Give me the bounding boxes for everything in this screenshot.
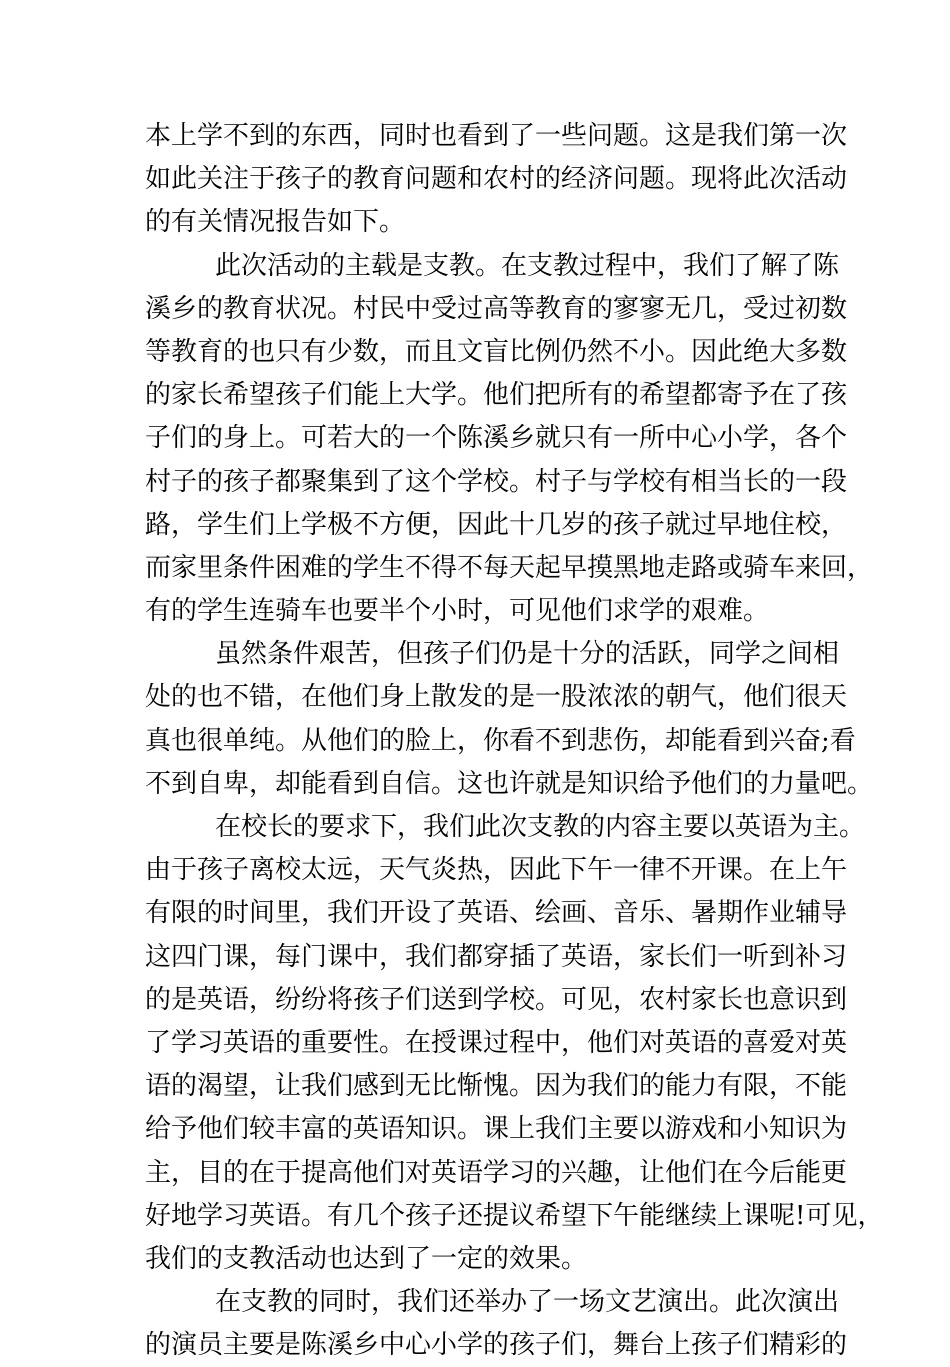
text-line: 处的也不错，在他们身上散发的是一股浓浓的朝气，他们很天 [145, 682, 848, 713]
text-line: 我们的支教活动也达到了一定的效果。 [145, 1243, 588, 1274]
report-body-text [145, 115, 884, 1367]
text-line: 主，目的在于提高他们对英语学习的兴趣，让他们在今后能更 [145, 1157, 848, 1188]
text-line: 的有关情况报告如下。 [145, 207, 406, 238]
paragraph-start-line: 虽然条件艰苦，但孩子们仍是十分的活跃，同学之间相 [215, 639, 840, 670]
text-line: 本上学不到的东西，同时也看到了一些问题。这是我们第一次 [145, 121, 848, 151]
text-line: 路，学生们上学极不方便，因此十几岁的孩子就过早地住校， [145, 509, 848, 540]
paragraph-start-line: 此次活动的主载是支教。在支教过程中，我们了解了陈 [215, 250, 840, 281]
text-line: 而家里条件困难的学生不得不每天起早摸黑地走路或骑车来回， [145, 552, 874, 583]
text-line: 给予他们较丰富的英语知识。课上我们主要以游戏和小知识为 [145, 1114, 848, 1145]
text-line: 了学习英语的重要性。在授课过程中，他们对英语的喜爱对英 [145, 1027, 848, 1058]
paragraph-start-line: 在支教的同时，我们还举办了一场文艺演出。此次演出 [215, 1287, 840, 1318]
text-line: 等教育的也只有少数，而且文盲比例仍然不小。因此绝大多数 [145, 336, 848, 367]
text-line: 真也很单纯。从他们的脸上，你看不到悲伤，却能看到兴奋;看 [145, 725, 856, 756]
text-line: 村子的孩子都聚集到了这个学校。村子与学校有相当长的一段 [145, 466, 848, 497]
text-line: 的演员主要是陈溪乡中心小学的孩子们，舞台上孩子们精彩的 [145, 1330, 848, 1361]
text-line: 的是英语，纷纷将孩子们送到学校。可见，农村家长也意识到 [145, 984, 848, 1015]
text-line: 好地学习英语。有几个孩子还提议希望下午能继续上课呢!可见， [145, 1200, 884, 1231]
text-line: 如此关注于孩子的教育问题和农村的经济问题。现将此次活动 [145, 164, 848, 195]
text-line: 不到自卑，却能看到自信。这也许就是知识给予他们的力量吧。 [145, 768, 874, 799]
text-line: 溪乡的教育状况。村民中受过高等教育的寥寥无几，受过初数 [145, 293, 848, 324]
text-line: 这四门课，每门课中，我们都穿插了英语，家长们一听到补习 [145, 941, 848, 972]
text-line: 子们的身上。可若大的一个陈溪乡就只有一所中心小学，各个 [145, 423, 848, 454]
text-line: 有限的时间里，我们开设了英语、绘画、音乐、暑期作业辅导 [145, 898, 848, 929]
paragraph-start-line: 在校长的要求下，我们此次支教的内容主要以英语为主。 [215, 812, 866, 842]
text-line: 语的渴望，让我们感到无比惭愧。因为我们的能力有限，不能 [145, 1071, 848, 1102]
text-line: 的家长希望孩子们能上大学。他们把所有的希望都寄予在了孩 [145, 380, 848, 411]
text-line: 由于孩子离校太远，天气炎热，因此下午一律不开课。在上午 [145, 855, 848, 886]
text-line: 有的学生连骑车也要半个小时，可见他们求学的艰难。 [145, 596, 770, 627]
